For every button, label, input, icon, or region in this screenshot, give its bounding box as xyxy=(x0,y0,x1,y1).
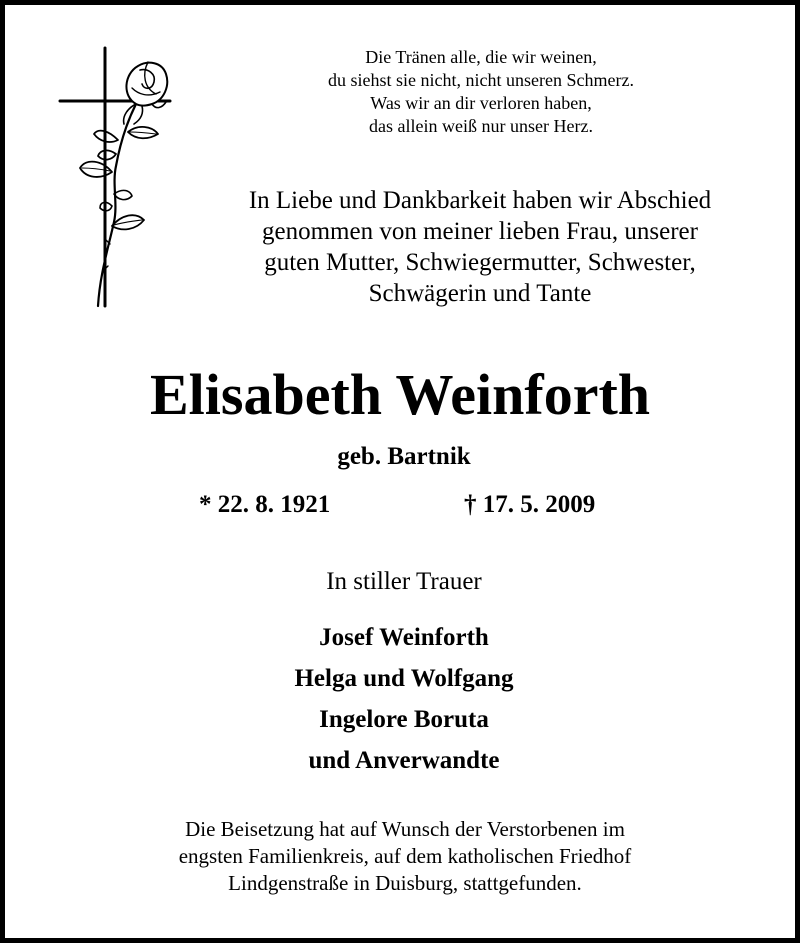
burial-line: Die Beisetzung hat auf Wunsch der Verstorbenen im xyxy=(185,817,625,841)
mourning-label: In stiller Trauer xyxy=(326,568,482,595)
mourner-name: Helga und Wolfgang xyxy=(294,665,514,692)
burial-line: Lindgenstraße in Duisburg, stattgefunden. xyxy=(228,871,582,895)
intro-line: guten Mutter, Schwiegermutter, Schwester, xyxy=(264,249,696,276)
birth-date: * 22. 8. 1921 xyxy=(199,491,331,518)
burial-line: engsten Familienkreis, auf dem katholischen Friedhof xyxy=(178,844,632,868)
mourner-name: Josef Weinforth xyxy=(319,624,489,651)
mourner-name: Ingelore Boruta xyxy=(319,706,489,733)
poem-line: Was wir an dir verloren haben, xyxy=(370,93,592,113)
poem-line: du siehst sie nicht, nicht unseren Schmerz. xyxy=(328,70,634,90)
poem xyxy=(250,46,712,138)
cross-with-rose-icon xyxy=(52,44,184,310)
intro-line: In Liebe und Dankbarkeit haben wir Abschied xyxy=(248,187,712,214)
poem-line: Die Tränen alle, die wir weinen, xyxy=(365,47,597,67)
intro-line: genommen von meiner lieben Frau, unserer xyxy=(262,218,698,245)
death-date: † 17. 5. 2009 xyxy=(464,491,596,518)
intro-line: Schwägerin und Tante xyxy=(368,280,592,307)
mourners-list xyxy=(0,617,800,781)
poem-line: das allein weiß nur unser Herz. xyxy=(369,116,593,136)
burial-notice xyxy=(100,816,710,897)
maiden-name: geb. Bartnik xyxy=(337,443,471,470)
intro-text xyxy=(196,185,764,309)
deceased-name: Elisabeth Weinforth xyxy=(149,362,651,427)
mourner-name: und Anverwandte xyxy=(308,747,500,774)
